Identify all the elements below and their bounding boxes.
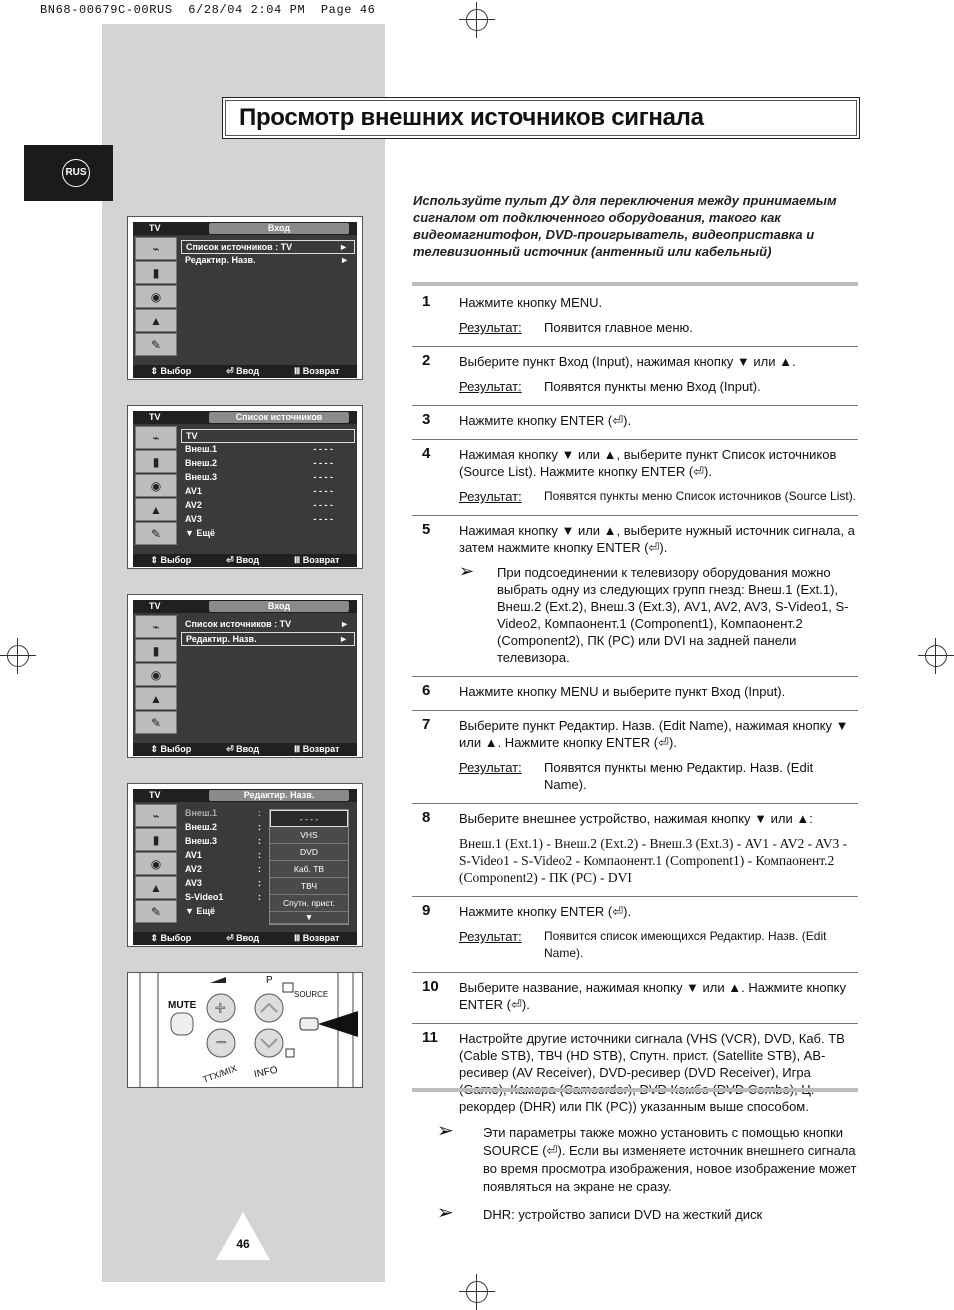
sound-icon: ◉ (135, 285, 177, 308)
sound-icon: ◉ (135, 852, 177, 875)
page-number: 46 (236, 1237, 250, 1251)
step-number: 1 (422, 293, 431, 310)
note-text: DHR: устройство записи DVD на жесткий диск (483, 1207, 763, 1222)
language-badge: RUS (62, 159, 90, 187)
osd-row[interactable]: ▼ Ещё (185, 528, 216, 538)
sub-option[interactable]: DVD (270, 844, 348, 861)
osd-screen-edit-name: TV Редактир. Назв. ⌁ ▮ ◉ ▲ ✎ Внеш.1 : Внеш.2 : Внеш.3 : AV1 : AV2 : AV3 : S-Video1 : ▼ Ещё - - - - VHS DVD Каб. ТВ ТВЧ Спутн. прист. ▼ ⇕ Выбор ⏎ Ввод Ⅲ Возврат (127, 783, 363, 947)
result-label: Результат: (459, 760, 522, 775)
osd-menu-title: Вход (209, 223, 349, 234)
osd-menu-title: Список источников (209, 412, 349, 423)
osd-row[interactable]: AV2 - - - - (185, 500, 333, 510)
antenna-icon: ⌁ (135, 237, 177, 260)
note (437, 1120, 862, 1196)
step (412, 897, 858, 973)
step-result: Появится список имеющихся Редактир. Назв. (Edit Name). (544, 929, 827, 960)
step-text: Нажмите кнопку MENU. (459, 295, 603, 310)
steps-list (412, 288, 858, 1125)
result-label: Результат: (459, 379, 522, 394)
step (412, 711, 858, 804)
result-label: Результат: (459, 929, 522, 944)
sound-icon: ◉ (135, 663, 177, 686)
page-title: Просмотр внешних источников сигнала (239, 104, 704, 131)
step-number: 3 (422, 411, 431, 428)
remote-illustration (127, 972, 363, 1088)
note-arrow-icon: ➢ (459, 561, 475, 581)
osd-row[interactable]: AV1 : (185, 850, 261, 860)
osd-screen-input (127, 216, 363, 380)
print-header: BN68-00679C-00RUS 6/28/04 2:04 PM Page 46 (40, 3, 376, 17)
note-arrow-icon: ➢ (437, 1120, 454, 1142)
osd-row[interactable]: AV3 : (185, 878, 261, 888)
step-note: При подсоединении к телевизору оборудования можно выбрать одну из следующих групп гнезд: Внеш.1 (Ext.1), Внеш.2 (Ext.2), Внеш.3 (Ext.3), AV1, AV2, AV3, S-Video1, S-Video2, Компаонент.1 (Component1), Компаонент.2 (Component2), ПК (PC) или DVI на задней панели телевизора. (497, 565, 849, 665)
osd-row[interactable]: AV1 - - - - (185, 486, 333, 496)
step (412, 288, 858, 347)
step-text: Выберите пункт Редактир. Назв. (Edit Name), нажимая кнопку ▼ или ▲. Нажмите кнопку ENTER (⏎). (459, 718, 849, 750)
info-label: INFO (253, 1064, 279, 1081)
step-result: Появятся пункты меню Редактир. Назв. (Edit Name). (544, 760, 814, 792)
step (412, 440, 858, 516)
sub-option[interactable]: - - - - (270, 810, 348, 827)
channel-icon: ▲ (135, 876, 177, 899)
result-label: Результат: (459, 320, 522, 335)
osd-menu-title: Редактир. Назв. (209, 790, 349, 801)
osd-row[interactable]: Внеш.1 - - - - (185, 444, 333, 454)
antenna-icon: ⌁ (135, 804, 177, 827)
step-extra: Внеш.1 (Ext.1) - Внеш.2 (Ext.2) - Внеш.3 (Ext.3) - AV1 - AV2 - AV3 - S-Video1 - S-Video2 - Компаонент.1 (Component1) - Компаонент.2 (Component2) - ПК (PC) - DVI (459, 836, 848, 885)
step-text: Нажмите кнопку ENTER (⏎). (459, 413, 632, 428)
divider (412, 282, 858, 286)
title-box (222, 97, 860, 139)
intro-text: Используйте пульт ДУ для переключения между принимаемым сигналом от подключенного оборудования, такого как видеомагнитофон, DVD-проигрыватель, видеоприставка и телевизионный источник (антенный или кабельный) (413, 193, 837, 259)
osd-tv-label: TV (149, 223, 161, 233)
note (437, 1202, 862, 1224)
osd-row[interactable]: Внеш.2 - - - - (185, 458, 333, 468)
language-tab (24, 145, 113, 201)
osd-row[interactable]: Внеш.1 : (185, 808, 261, 818)
svg-text:+: + (215, 998, 226, 1018)
osd-row[interactable]: Список источников : TV ► (181, 240, 355, 254)
osd-screen-input-2: TV Вход ⌁ ▮ ◉ ▲ ✎ Список источников : TV ► Редактир. Назв. ► ⇕ Выбор ⏎ Ввод Ⅲ Возврат (127, 594, 363, 758)
page-number-triangle (216, 1212, 270, 1260)
setup-icon: ✎ (135, 522, 177, 545)
channel-icon: ▲ (135, 498, 177, 521)
step-number: 2 (422, 352, 431, 369)
sub-option[interactable]: VHS (270, 827, 348, 844)
step-result: Появятся пункты меню Вход (Input). (544, 379, 761, 394)
step-text: Нажмите кнопку MENU и выберите пункт Вход (Input). (459, 684, 786, 699)
step-number: 5 (422, 521, 431, 538)
step-result: Появятся пункты меню Список источников (Source List). (544, 489, 857, 503)
osd-row[interactable]: Внеш.3 : (185, 836, 261, 846)
step-number: 11 (422, 1029, 438, 1046)
svg-text:−: − (216, 1032, 227, 1052)
registration-mark-icon (0, 638, 36, 674)
sub-option[interactable]: Каб. ТВ (270, 861, 348, 878)
step-number: 4 (422, 445, 431, 462)
step-text: Выберите пункт Вход (Input), нажимая кнопку ▼ или ▲. (459, 354, 796, 369)
picture-icon: ▮ (135, 450, 177, 473)
setup-icon: ✎ (135, 900, 177, 923)
step-number: 6 (422, 682, 431, 699)
step (412, 516, 858, 677)
osd-menu-title: Вход (209, 601, 349, 612)
picture-icon: ▮ (135, 639, 177, 662)
osd-icon-column (135, 237, 177, 357)
setup-icon: ✎ (135, 711, 177, 734)
osd-row[interactable]: AV2 : (185, 864, 261, 874)
note-text: Эти параметры также можно установить с помощью кнопки SOURCE (⏎). Если вы изменяете источник внешнего сигнала во время просмотра изображения, новое изображение может появляться на экране не сразу. (483, 1125, 857, 1194)
step-text: Выберите внешнее устройство, нажимая кнопку ▼ или ▲: (459, 811, 813, 826)
setup-icon: ✎ (135, 333, 177, 356)
step-number: 9 (422, 902, 431, 919)
result-label: Результат: (459, 489, 522, 504)
step-text: Нажмите кнопку ENTER (⏎). (459, 904, 632, 919)
step-number: 7 (422, 716, 431, 733)
osd-row[interactable]: Внеш.3 - - - - (185, 472, 333, 482)
step (412, 1024, 858, 1125)
step-text: Нажимая кнопку ▼ или ▲, выберите нужный источник сигнала, а затем нажмите кнопку ENTER (⏎). (459, 523, 855, 555)
step-text: Выберите название, нажимая кнопку ▼ или ▲. Нажмите кнопку ENTER (⏎). (459, 980, 846, 1012)
osd-row[interactable]: AV3 - - - - (185, 514, 333, 524)
step-text: Нажимая кнопку ▼ или ▲, выберите пункт Список источников (Source List). Нажмите кнопку ENTER (⏎). (459, 447, 837, 479)
step (412, 677, 858, 711)
osd-row[interactable]: Редактир. Назв. ► (181, 632, 355, 646)
antenna-icon: ⌁ (135, 615, 177, 638)
osd-row[interactable]: TV (181, 429, 355, 443)
edit-name-options (269, 809, 349, 925)
p-label: P (266, 975, 273, 986)
step-text: Настройте другие источники сигнала (VHS (VCR), DVD, Каб. ТВ (Cable STB), ТВЧ (HD STB), Спутн. прист. (Satellite STB), AB-ресивер (AV Receiver), DVD-ресивер (DVD Receiver), Игра рекордер (DHR) или ПК (PC)) указанным выше способом. (459, 1031, 845, 1114)
sub-option[interactable]: ТВЧ (270, 878, 348, 895)
osd-screen-source-list: TV Список источников ⌁ ▮ ◉ ▲ ✎ TV Внеш.1 - - - - Внеш.2 - - - - Внеш.3 - - - - AV1 - - - - AV2 - - - - AV3 - - - - ▼ Ещё ⇕ Выбор ⏎ Ввод Ⅲ Возврат (127, 405, 363, 569)
note-arrow-icon: ➢ (437, 1202, 454, 1224)
picture-icon: ▮ (135, 828, 177, 851)
step (412, 804, 858, 897)
notes (437, 1120, 862, 1234)
picture-icon: ▮ (135, 261, 177, 284)
step-number: 8 (422, 809, 431, 826)
step-result: Появится главное меню. (544, 320, 693, 335)
step (412, 973, 858, 1024)
step-number: 10 (422, 978, 439, 995)
osd-row[interactable]: Внеш.2 : (185, 822, 261, 832)
ttx-label: TTX/MIX (201, 1063, 239, 1085)
osd-row[interactable]: S-Video1 : (185, 892, 261, 902)
source-label: SOURCE (294, 990, 329, 999)
registration-mark-icon (459, 2, 495, 38)
osd-row[interactable]: Список источников : TV ► (185, 619, 349, 629)
antenna-icon: ⌁ (135, 426, 177, 449)
sound-icon: ◉ (135, 474, 177, 497)
divider (412, 1088, 858, 1092)
step (412, 406, 858, 440)
mute-label: MUTE (168, 1000, 197, 1011)
channel-icon: ▲ (135, 687, 177, 710)
registration-mark-icon (918, 638, 954, 674)
osd-row[interactable]: ▼ Ещё (185, 906, 216, 916)
more-arrow-icon: ▼ (270, 912, 348, 924)
osd-bottom-bar: ⇕ Выбор ⏎ Ввод Ⅲ Возврат (133, 365, 357, 378)
sub-option[interactable]: Спутн. прист. (270, 895, 348, 912)
registration-mark-icon (459, 1274, 495, 1310)
step (412, 347, 858, 406)
channel-icon: ▲ (135, 309, 177, 332)
osd-row[interactable]: Редактир. Назв. ► (185, 255, 349, 265)
